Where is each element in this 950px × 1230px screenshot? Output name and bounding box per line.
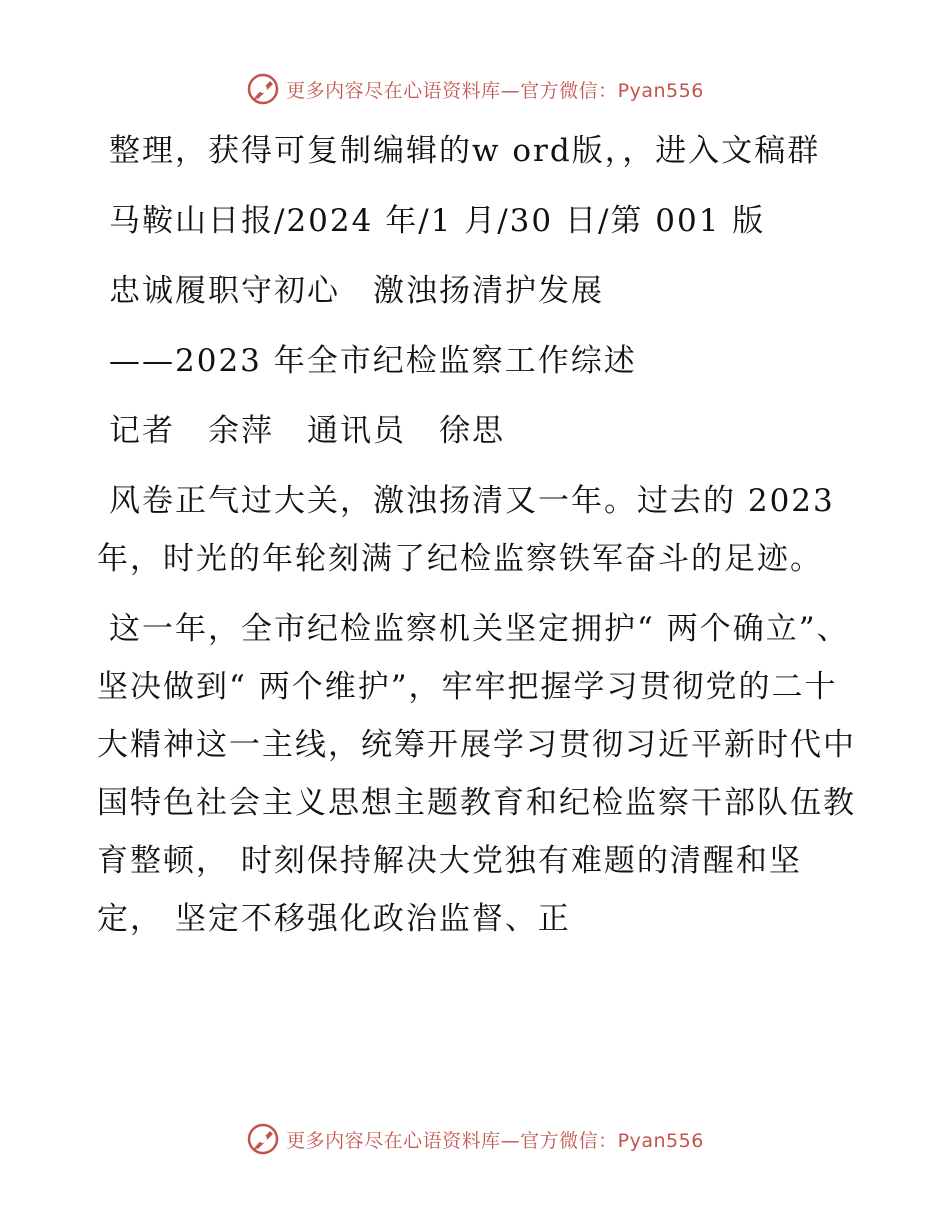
watermark-text: 更多内容尽在心语资料库—官方微信：Pyan556 (286, 79, 704, 102)
footer-watermark (0, 1122, 950, 1156)
source-line: 马鞍山日报/2024 年/1 月/30 日/第 001 版 (109, 203, 766, 239)
body-paragraph: 风卷正气过大关，激浊扬清又一年。过去的 2023 年，时光的年轮刻满了纪检监察铁军奋斗的足迹。 (97, 483, 847, 577)
article-body (97, 122, 857, 948)
pen-feather-logo-icon (246, 1122, 280, 1156)
byline: 记者 余萍 通讯员 徐思 (109, 413, 505, 449)
article-subtitle: ——2023 年全市纪检监察工作综述 (109, 343, 637, 379)
body-paragraph: 这一年，全市纪检监察机关坚定拥护“ 两个确立”、坚决做到“ 两个维护”，牢牢把握学习贯彻党的二十大精神这一主线，统筹开展学习贯彻习近平新时代中国特色社会主义思想主题教育和纪检监察干部队伍教育整顿， 时刻保持解决大党独有难题的清醒和坚定， 坚定不移强化政治监督、正 (97, 611, 856, 937)
watermark-text: 更多内容尽在心语资料库—官方微信：Pyan556 (286, 1129, 704, 1152)
article-title: 忠诚履职守初心 激浊扬清护发展 (109, 273, 604, 309)
intro-line: 整理，获得可复制编辑的w ord版，，进入文稿群 (109, 133, 821, 169)
header-watermark (0, 72, 950, 106)
pen-feather-logo-icon (246, 72, 280, 106)
